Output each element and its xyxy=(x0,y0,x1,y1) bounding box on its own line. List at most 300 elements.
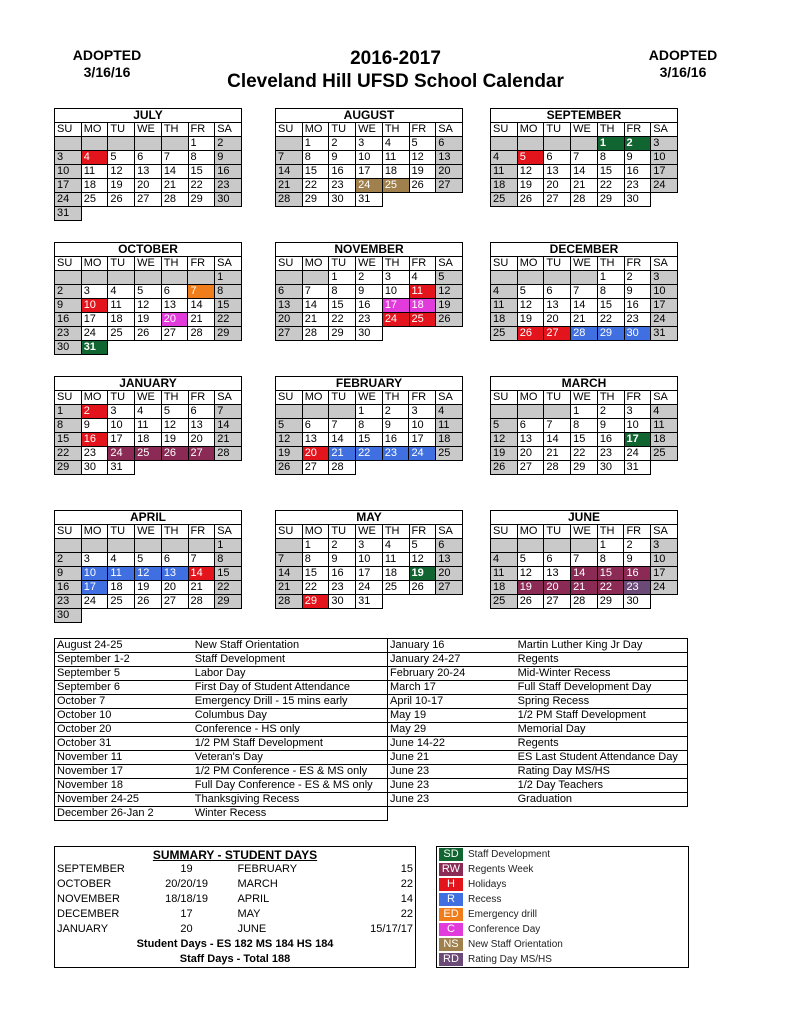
day-header: SA xyxy=(215,123,242,137)
event-description: Mid-Winter Recess xyxy=(516,667,688,681)
calendar-day: 2 xyxy=(597,405,624,419)
summary-row xyxy=(55,877,415,892)
calendar-day: 13 xyxy=(544,299,571,313)
summary-days: 20 xyxy=(180,923,193,935)
calendar-day: 23 xyxy=(81,447,108,461)
event-date: November 17 xyxy=(55,765,193,779)
calendar-day: 4 xyxy=(135,405,162,419)
calendar-day: 16 xyxy=(215,165,242,179)
month-name: APRIL xyxy=(55,511,242,525)
calendar-day: 10 xyxy=(356,553,383,567)
day-header: MO xyxy=(81,525,108,539)
calendar-day: 21 xyxy=(571,581,598,595)
calendar-day: 12 xyxy=(135,299,162,313)
calendar-day: 31 xyxy=(81,341,108,355)
day-header: SU xyxy=(491,525,518,539)
calendar-day: 19 xyxy=(276,447,303,461)
day-header: MO xyxy=(81,391,108,405)
event-description: Martin Luther King Jr Day xyxy=(516,639,688,653)
calendar-day: 26 xyxy=(276,461,303,475)
calendar-day: 24 xyxy=(409,447,436,461)
calendar-day: 21 xyxy=(188,313,215,327)
calendar-day: 11 xyxy=(491,165,518,179)
summary-month: APRIL xyxy=(237,893,270,905)
calendar-day: 3 xyxy=(382,271,409,285)
day-header: TH xyxy=(161,257,188,271)
event-description: 1/2 PM Staff Development xyxy=(193,737,388,751)
calendar-day: 7 xyxy=(276,553,303,567)
calendar-day: 11 xyxy=(436,419,463,433)
calendar-day: 2 xyxy=(624,539,651,553)
empty-day xyxy=(544,405,571,419)
events-left-table xyxy=(54,638,388,821)
calendar-day: 24 xyxy=(651,179,678,193)
calendar-day: 3 xyxy=(624,405,651,419)
calendar-day: 20 xyxy=(276,313,303,327)
event-row xyxy=(388,695,688,709)
calendar-day: 16 xyxy=(624,299,651,313)
summary-month: JUNE xyxy=(237,923,267,935)
calendar-day: 22 xyxy=(597,313,624,327)
calendar-day: 13 xyxy=(135,165,162,179)
summary-table xyxy=(55,862,415,937)
calendar-day: 22 xyxy=(302,179,329,193)
day-header: TH xyxy=(382,525,409,539)
calendar-day: 7 xyxy=(188,553,215,567)
calendar-day: 11 xyxy=(108,299,135,313)
month-name: MARCH xyxy=(491,377,678,391)
calendar-day: 20 xyxy=(436,567,463,581)
day-header: FR xyxy=(188,525,215,539)
legend-label: Conference Day xyxy=(468,924,541,935)
day-header: SU xyxy=(491,123,518,137)
day-header: SA xyxy=(651,257,678,271)
event-date: June 23 xyxy=(388,793,516,807)
summary-row xyxy=(55,922,415,937)
calendar-day: 27 xyxy=(135,193,162,207)
summary-days: 17 xyxy=(180,908,193,920)
calendar-day: 6 xyxy=(188,405,215,419)
calendar-day: 8 xyxy=(302,553,329,567)
calendar-day: 8 xyxy=(597,285,624,299)
calendar-day: 17 xyxy=(409,433,436,447)
calendar-day: 5 xyxy=(135,553,162,567)
calendar-day: 29 xyxy=(302,595,329,609)
empty-day xyxy=(188,539,215,553)
calendar-day: 10 xyxy=(624,419,651,433)
calendar-day: 22 xyxy=(597,581,624,595)
calendar-day: 22 xyxy=(215,313,242,327)
day-header: TU xyxy=(544,525,571,539)
calendar-day: 2 xyxy=(329,539,356,553)
calendar-day: 25 xyxy=(491,595,518,609)
calendar-day: 7 xyxy=(161,151,188,165)
summary-days: 19 xyxy=(180,863,193,875)
events-right-table xyxy=(387,638,688,807)
month-name: DECEMBER xyxy=(491,243,678,257)
event-row xyxy=(388,653,688,667)
month-name: NOVEMBER xyxy=(276,243,463,257)
calendar-day: 3 xyxy=(651,539,678,553)
event-description: Winter Recess xyxy=(193,807,388,821)
day-header: WE xyxy=(356,123,383,137)
calendar-day: 17 xyxy=(382,299,409,313)
month-may xyxy=(275,510,463,609)
empty-day xyxy=(491,137,518,151)
summary-month: OCTOBER xyxy=(57,878,112,890)
month-name: FEBRUARY xyxy=(276,377,463,391)
calendar-day: 1 xyxy=(302,539,329,553)
calendar-day: 21 xyxy=(571,179,598,193)
calendar-day: 25 xyxy=(491,193,518,207)
calendar-day: 22 xyxy=(188,179,215,193)
calendar-day: 29 xyxy=(597,327,624,341)
event-row xyxy=(388,737,688,751)
empty-day xyxy=(517,539,544,553)
calendar-day: 13 xyxy=(517,433,544,447)
month-name: JUNE xyxy=(491,511,678,525)
calendar-day: 17 xyxy=(624,433,651,447)
calendar-day: 16 xyxy=(329,165,356,179)
calendar-day: 29 xyxy=(571,461,598,475)
event-description: Staff Development xyxy=(193,653,388,667)
event-date: February 20-24 xyxy=(388,667,516,681)
calendar-day: 14 xyxy=(544,433,571,447)
calendar-day: 23 xyxy=(624,581,651,595)
month-december xyxy=(490,242,678,341)
day-header: WE xyxy=(135,391,162,405)
calendar-day: 8 xyxy=(188,151,215,165)
calendar-day: 20 xyxy=(517,447,544,461)
calendar-day: 22 xyxy=(356,447,383,461)
empty-day xyxy=(55,271,82,285)
month-july xyxy=(54,108,242,221)
empty-day xyxy=(517,271,544,285)
day-header: SU xyxy=(55,123,82,137)
calendar-day: 15 xyxy=(302,165,329,179)
event-row xyxy=(55,807,388,821)
calendar-day: 2 xyxy=(81,405,108,419)
event-row xyxy=(388,709,688,723)
event-row xyxy=(55,751,388,765)
event-description: Full Day Conference - ES & MS only xyxy=(193,779,388,793)
event-date: October 20 xyxy=(55,723,193,737)
calendar-day: 7 xyxy=(215,405,242,419)
calendar-day: 29 xyxy=(329,327,356,341)
calendar-day: 15 xyxy=(215,299,242,313)
event-row xyxy=(388,667,688,681)
day-header: SU xyxy=(276,391,303,405)
calendar-day: 31 xyxy=(108,461,135,475)
calendar-day: 25 xyxy=(651,447,678,461)
calendar-day: 13 xyxy=(436,553,463,567)
calendar-day: 10 xyxy=(651,285,678,299)
event-date: June 23 xyxy=(388,765,516,779)
empty-day xyxy=(81,539,108,553)
day-header: TU xyxy=(329,391,356,405)
summary-month: DECEMBER xyxy=(57,908,120,920)
empty-day xyxy=(81,271,108,285)
legend-item xyxy=(437,847,688,862)
calendar-day: 11 xyxy=(108,567,135,581)
calendar-day: 7 xyxy=(571,553,598,567)
month-september xyxy=(490,108,678,207)
day-header: MO xyxy=(517,123,544,137)
calendar-day: 28 xyxy=(188,327,215,341)
calendar-day: 24 xyxy=(356,179,383,193)
event-row xyxy=(55,695,388,709)
calendar-day: 11 xyxy=(382,553,409,567)
calendar-day: 17 xyxy=(651,165,678,179)
calendar-day: 28 xyxy=(215,447,242,461)
calendar-day: 6 xyxy=(544,553,571,567)
adopted-label-left: ADOPTED xyxy=(72,47,142,63)
event-row xyxy=(55,793,388,807)
calendar-day: 17 xyxy=(356,567,383,581)
day-header: SA xyxy=(215,391,242,405)
calendar-day: 8 xyxy=(356,419,383,433)
adopted-date-left: 3/16/16 xyxy=(83,64,131,80)
calendar-day: 5 xyxy=(409,137,436,151)
day-header: TH xyxy=(597,257,624,271)
event-row xyxy=(388,793,688,807)
calendar-day: 27 xyxy=(436,179,463,193)
legend-item xyxy=(437,862,688,877)
event-row xyxy=(55,667,388,681)
day-header: SA xyxy=(436,123,463,137)
calendar-day: 26 xyxy=(409,179,436,193)
calendar-day: 9 xyxy=(329,151,356,165)
calendar-day: 4 xyxy=(436,405,463,419)
empty-day xyxy=(135,539,162,553)
calendar-day: 16 xyxy=(624,567,651,581)
calendar-day: 28 xyxy=(302,327,329,341)
event-date: March 17 xyxy=(388,681,516,695)
day-header: WE xyxy=(135,123,162,137)
calendar-day: 11 xyxy=(81,165,108,179)
calendar-day: 14 xyxy=(329,433,356,447)
calendar-day: 4 xyxy=(108,553,135,567)
event-date: August 24-25 xyxy=(55,639,193,653)
day-header: SU xyxy=(55,257,82,271)
calendar-day: 11 xyxy=(651,419,678,433)
calendar-day: 7 xyxy=(571,151,598,165)
calendar-day: 4 xyxy=(81,151,108,165)
event-date: December 26-Jan 2 xyxy=(55,807,193,821)
calendar-day: 2 xyxy=(329,137,356,151)
calendar-day: 25 xyxy=(491,327,518,341)
calendar-day: 8 xyxy=(215,285,242,299)
calendar-day: 24 xyxy=(108,447,135,461)
day-header: FR xyxy=(188,391,215,405)
calendar-day: 23 xyxy=(356,313,383,327)
calendar-day: 29 xyxy=(188,193,215,207)
calendar-day: 31 xyxy=(651,327,678,341)
calendar-day: 30 xyxy=(597,461,624,475)
event-date: September 6 xyxy=(55,681,193,695)
event-description: 1/2 Day Teachers xyxy=(516,779,688,793)
calendar-day: 1 xyxy=(597,137,624,151)
empty-day xyxy=(276,405,303,419)
calendar-day: 19 xyxy=(491,447,518,461)
calendar-day: 9 xyxy=(597,419,624,433)
calendar-day: 17 xyxy=(55,179,82,193)
day-header: MO xyxy=(302,257,329,271)
day-header: TU xyxy=(108,525,135,539)
empty-day xyxy=(517,137,544,151)
calendar-day: 19 xyxy=(517,179,544,193)
calendar-day: 26 xyxy=(517,595,544,609)
calendar-day: 16 xyxy=(55,581,82,595)
month-name: AUGUST xyxy=(276,109,463,123)
calendar-day: 6 xyxy=(135,151,162,165)
calendar-day: 29 xyxy=(55,461,82,475)
calendar-day: 7 xyxy=(544,419,571,433)
calendar-day: 26 xyxy=(491,461,518,475)
empty-day xyxy=(188,271,215,285)
calendar-day: 26 xyxy=(108,193,135,207)
calendar-day: 18 xyxy=(409,299,436,313)
calendar-day: 5 xyxy=(135,285,162,299)
summary-days: 20/20/19 xyxy=(165,878,208,890)
legend-swatch: H xyxy=(439,878,463,891)
empty-day xyxy=(329,405,356,419)
calendar-day: 5 xyxy=(517,151,544,165)
calendar-day: 21 xyxy=(161,179,188,193)
calendar-day: 23 xyxy=(624,179,651,193)
calendar-day: 7 xyxy=(329,419,356,433)
legend-label: New Staff Orientation xyxy=(468,939,563,950)
event-date: May 19 xyxy=(388,709,516,723)
event-date: October 7 xyxy=(55,695,193,709)
event-row xyxy=(388,751,688,765)
empty-day xyxy=(108,271,135,285)
day-header: MO xyxy=(81,123,108,137)
event-description: 1/2 PM Conference - ES & MS only xyxy=(193,765,388,779)
calendar-day: 16 xyxy=(382,433,409,447)
calendar-day: 25 xyxy=(108,595,135,609)
calendar-day: 4 xyxy=(382,137,409,151)
summary-days: 18/18/19 xyxy=(165,893,208,905)
calendar-day: 1 xyxy=(55,405,82,419)
day-header: SU xyxy=(491,391,518,405)
summary-student-days: Student Days - ES 182 MS 184 HS 184 xyxy=(136,938,334,950)
event-row xyxy=(55,765,388,779)
calendar-day: 20 xyxy=(161,313,188,327)
calendar-day: 4 xyxy=(491,151,518,165)
calendar-day: 20 xyxy=(161,581,188,595)
calendar-day: 28 xyxy=(571,327,598,341)
day-header: MO xyxy=(302,391,329,405)
summary-days: 15 xyxy=(400,863,413,875)
calendar-day: 27 xyxy=(517,461,544,475)
school-title: Cleveland Hill UFSD School Calendar xyxy=(227,71,564,92)
calendar-day: 10 xyxy=(382,285,409,299)
calendar-day: 17 xyxy=(356,165,383,179)
calendar-day: 23 xyxy=(382,447,409,461)
calendar-day: 13 xyxy=(544,567,571,581)
calendar-day: 12 xyxy=(517,165,544,179)
calendar-day: 13 xyxy=(276,299,303,313)
calendar-day: 19 xyxy=(108,179,135,193)
calendar-day: 27 xyxy=(161,595,188,609)
empty-day xyxy=(544,271,571,285)
day-header: SU xyxy=(276,525,303,539)
day-header: WE xyxy=(135,257,162,271)
calendar-day: 27 xyxy=(544,595,571,609)
calendar-day: 17 xyxy=(81,313,108,327)
legend-swatch: RW xyxy=(439,863,463,876)
event-description: Graduation xyxy=(516,793,688,807)
calendar-day: 24 xyxy=(651,581,678,595)
legend-item xyxy=(437,892,688,907)
empty-day xyxy=(491,405,518,419)
day-header: FR xyxy=(409,391,436,405)
calendar-day: 30 xyxy=(55,341,82,355)
day-header: SU xyxy=(55,391,82,405)
month-name: JULY xyxy=(55,109,242,123)
calendar-day: 26 xyxy=(436,313,463,327)
calendar-day: 27 xyxy=(302,461,329,475)
calendar-day: 7 xyxy=(571,285,598,299)
calendar-day: 9 xyxy=(356,285,383,299)
legend-label: Emergency drill xyxy=(468,909,537,920)
calendar-day: 4 xyxy=(491,285,518,299)
day-header: SU xyxy=(276,123,303,137)
calendar-day: 26 xyxy=(161,447,188,461)
calendar-day: 14 xyxy=(571,567,598,581)
calendar-day: 27 xyxy=(544,193,571,207)
adopted-label-right: ADOPTED xyxy=(648,47,718,63)
calendar-day: 9 xyxy=(55,299,82,313)
day-header: FR xyxy=(188,123,215,137)
calendar-day: 5 xyxy=(108,151,135,165)
calendar-day: 9 xyxy=(624,285,651,299)
calendar-day: 30 xyxy=(356,327,383,341)
calendar-day: 13 xyxy=(161,299,188,313)
calendar-day: 1 xyxy=(215,271,242,285)
calendar-day: 18 xyxy=(491,179,518,193)
month-august xyxy=(275,108,463,207)
calendar-day: 26 xyxy=(135,595,162,609)
event-description: Emergency Drill - 15 mins early xyxy=(193,695,388,709)
month-january xyxy=(54,376,242,475)
calendar-day: 15 xyxy=(188,165,215,179)
calendar-day: 16 xyxy=(55,313,82,327)
event-row xyxy=(55,653,388,667)
summary-month: MARCH xyxy=(237,878,278,890)
event-row xyxy=(55,779,388,793)
legend-label: Rating Day MS/HS xyxy=(468,954,552,965)
calendar-day: 18 xyxy=(382,567,409,581)
legend-label: Holidays xyxy=(468,879,507,890)
calendar-day: 12 xyxy=(161,419,188,433)
day-header: TU xyxy=(108,391,135,405)
calendar-day: 5 xyxy=(517,553,544,567)
event-row xyxy=(55,737,388,751)
calendar-day: 15 xyxy=(329,299,356,313)
event-date: June 21 xyxy=(388,751,516,765)
calendar-day: 20 xyxy=(544,313,571,327)
calendar-day: 10 xyxy=(356,151,383,165)
empty-day xyxy=(302,271,329,285)
calendar-day: 1 xyxy=(597,539,624,553)
calendar-day: 31 xyxy=(356,595,383,609)
day-header: TU xyxy=(329,257,356,271)
adopted-right xyxy=(642,47,724,81)
day-header: FR xyxy=(624,257,651,271)
empty-day xyxy=(135,137,162,151)
